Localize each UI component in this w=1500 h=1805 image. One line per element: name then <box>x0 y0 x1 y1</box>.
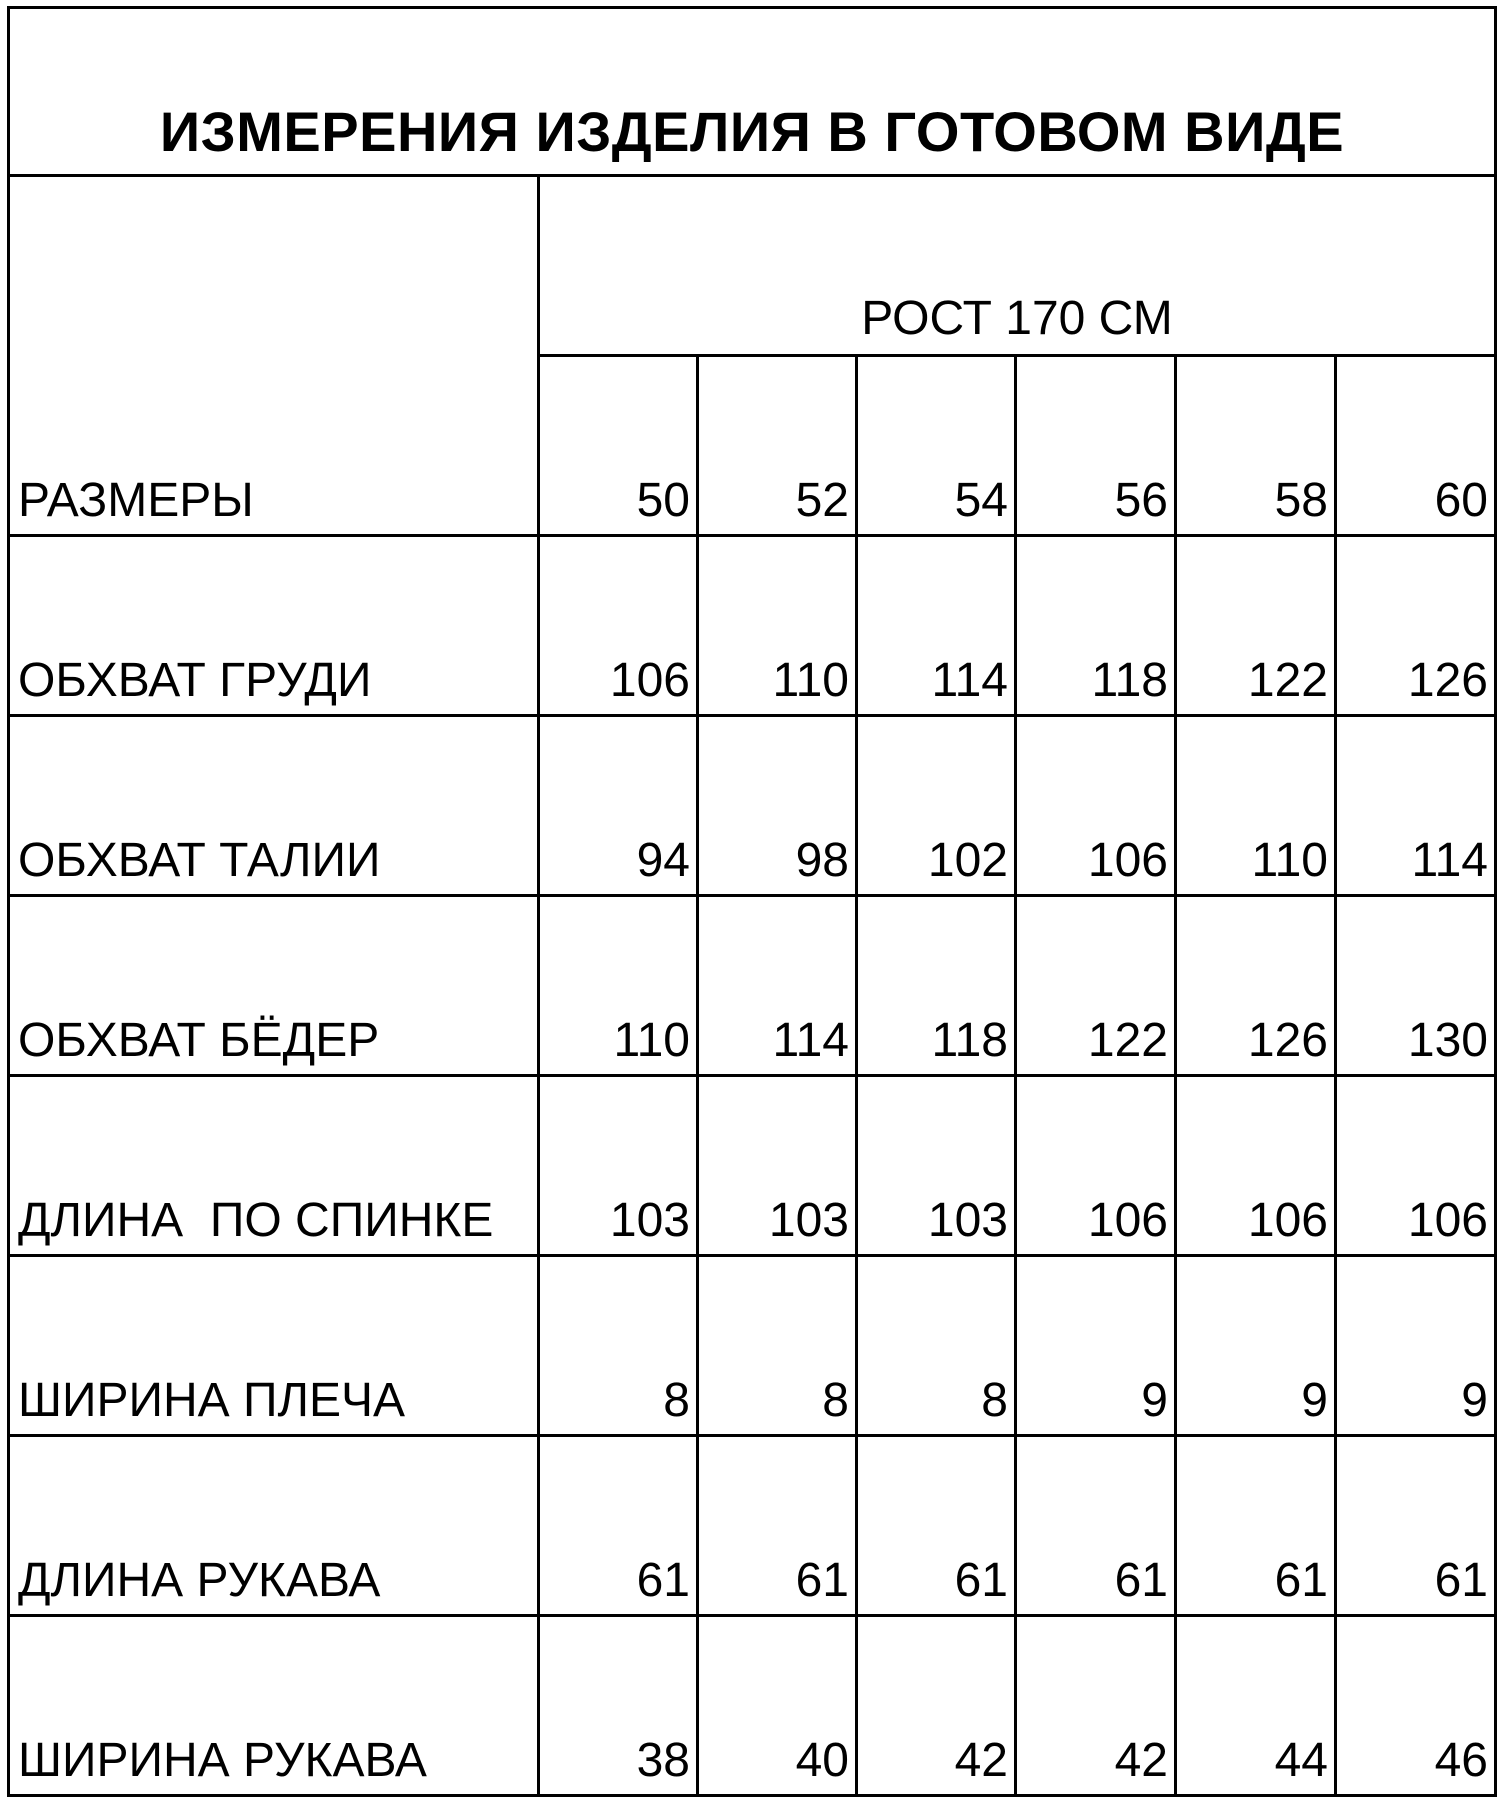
height-row <box>9 176 1496 356</box>
value-cell: 44 <box>1176 1616 1336 1796</box>
value-cell: 61 <box>698 1436 857 1616</box>
value-cell: 94 <box>539 716 698 896</box>
value-cell: 122 <box>1176 536 1336 716</box>
table-row <box>9 536 1496 716</box>
size-cell: 50 <box>539 356 698 536</box>
value-cell: 114 <box>1336 716 1496 896</box>
value-cell: 98 <box>698 716 857 896</box>
value-cell: 110 <box>1176 716 1336 896</box>
value-cell: 103 <box>539 1076 698 1256</box>
value-cell: 106 <box>1016 1076 1176 1256</box>
value-cell: 38 <box>539 1616 698 1796</box>
value-cell: 118 <box>1016 536 1176 716</box>
row-label: ОБХВАТ БЁДЕР <box>9 896 539 1076</box>
value-cell: 9 <box>1016 1256 1176 1436</box>
size-cell: 54 <box>857 356 1016 536</box>
value-cell: 106 <box>539 536 698 716</box>
value-cell: 126 <box>1336 536 1496 716</box>
value-cell: 61 <box>857 1436 1016 1616</box>
value-cell: 8 <box>857 1256 1016 1436</box>
table-row <box>9 896 1496 1076</box>
sizes-row <box>9 356 1496 536</box>
value-cell: 103 <box>857 1076 1016 1256</box>
value-cell: 114 <box>698 896 857 1076</box>
value-cell: 40 <box>698 1616 857 1796</box>
row-label: ШИРИНА ПЛЕЧА <box>9 1256 539 1436</box>
value-cell: 61 <box>1176 1436 1336 1616</box>
value-cell: 114 <box>857 536 1016 716</box>
sizes-label: РАЗМЕРЫ <box>9 356 539 536</box>
value-cell: 106 <box>1016 716 1176 896</box>
value-cell: 126 <box>1176 896 1336 1076</box>
value-cell: 61 <box>1016 1436 1176 1616</box>
value-cell: 42 <box>1016 1616 1176 1796</box>
height-label: РОСТ 170 СМ <box>539 176 1496 356</box>
size-cell: 58 <box>1176 356 1336 536</box>
size-cell: 56 <box>1016 356 1176 536</box>
value-cell: 110 <box>698 536 857 716</box>
value-cell: 110 <box>539 896 698 1076</box>
table-row <box>9 1616 1496 1796</box>
size-chart-table <box>7 6 1497 1797</box>
row-label: ШИРИНА РУКАВА <box>9 1616 539 1796</box>
value-cell: 46 <box>1336 1616 1496 1796</box>
value-cell: 42 <box>857 1616 1016 1796</box>
value-cell: 130 <box>1336 896 1496 1076</box>
value-cell: 9 <box>1176 1256 1336 1436</box>
header-blank-cell <box>9 176 539 356</box>
title-row <box>9 8 1496 176</box>
value-cell: 106 <box>1336 1076 1496 1256</box>
value-cell: 102 <box>857 716 1016 896</box>
table-title: ИЗМЕРЕНИЯ ИЗДЕЛИЯ В ГОТОВОМ ВИДЕ <box>9 8 1496 176</box>
row-label: ОБХВАТ ГРУДИ <box>9 536 539 716</box>
table-row <box>9 1436 1496 1616</box>
value-cell: 61 <box>539 1436 698 1616</box>
table-row <box>9 1256 1496 1436</box>
value-cell: 103 <box>698 1076 857 1256</box>
value-cell: 122 <box>1016 896 1176 1076</box>
row-label: ДЛИНА РУКАВА <box>9 1436 539 1616</box>
value-cell: 61 <box>1336 1436 1496 1616</box>
value-cell: 106 <box>1176 1076 1336 1256</box>
row-label: ОБХВАТ ТАЛИИ <box>9 716 539 896</box>
size-cell: 60 <box>1336 356 1496 536</box>
value-cell: 8 <box>698 1256 857 1436</box>
value-cell: 9 <box>1336 1256 1496 1436</box>
table-row <box>9 716 1496 896</box>
size-cell: 52 <box>698 356 857 536</box>
row-label: ДЛИНА ПО СПИНКЕ <box>9 1076 539 1256</box>
table-row <box>9 1076 1496 1256</box>
value-cell: 8 <box>539 1256 698 1436</box>
value-cell: 118 <box>857 896 1016 1076</box>
